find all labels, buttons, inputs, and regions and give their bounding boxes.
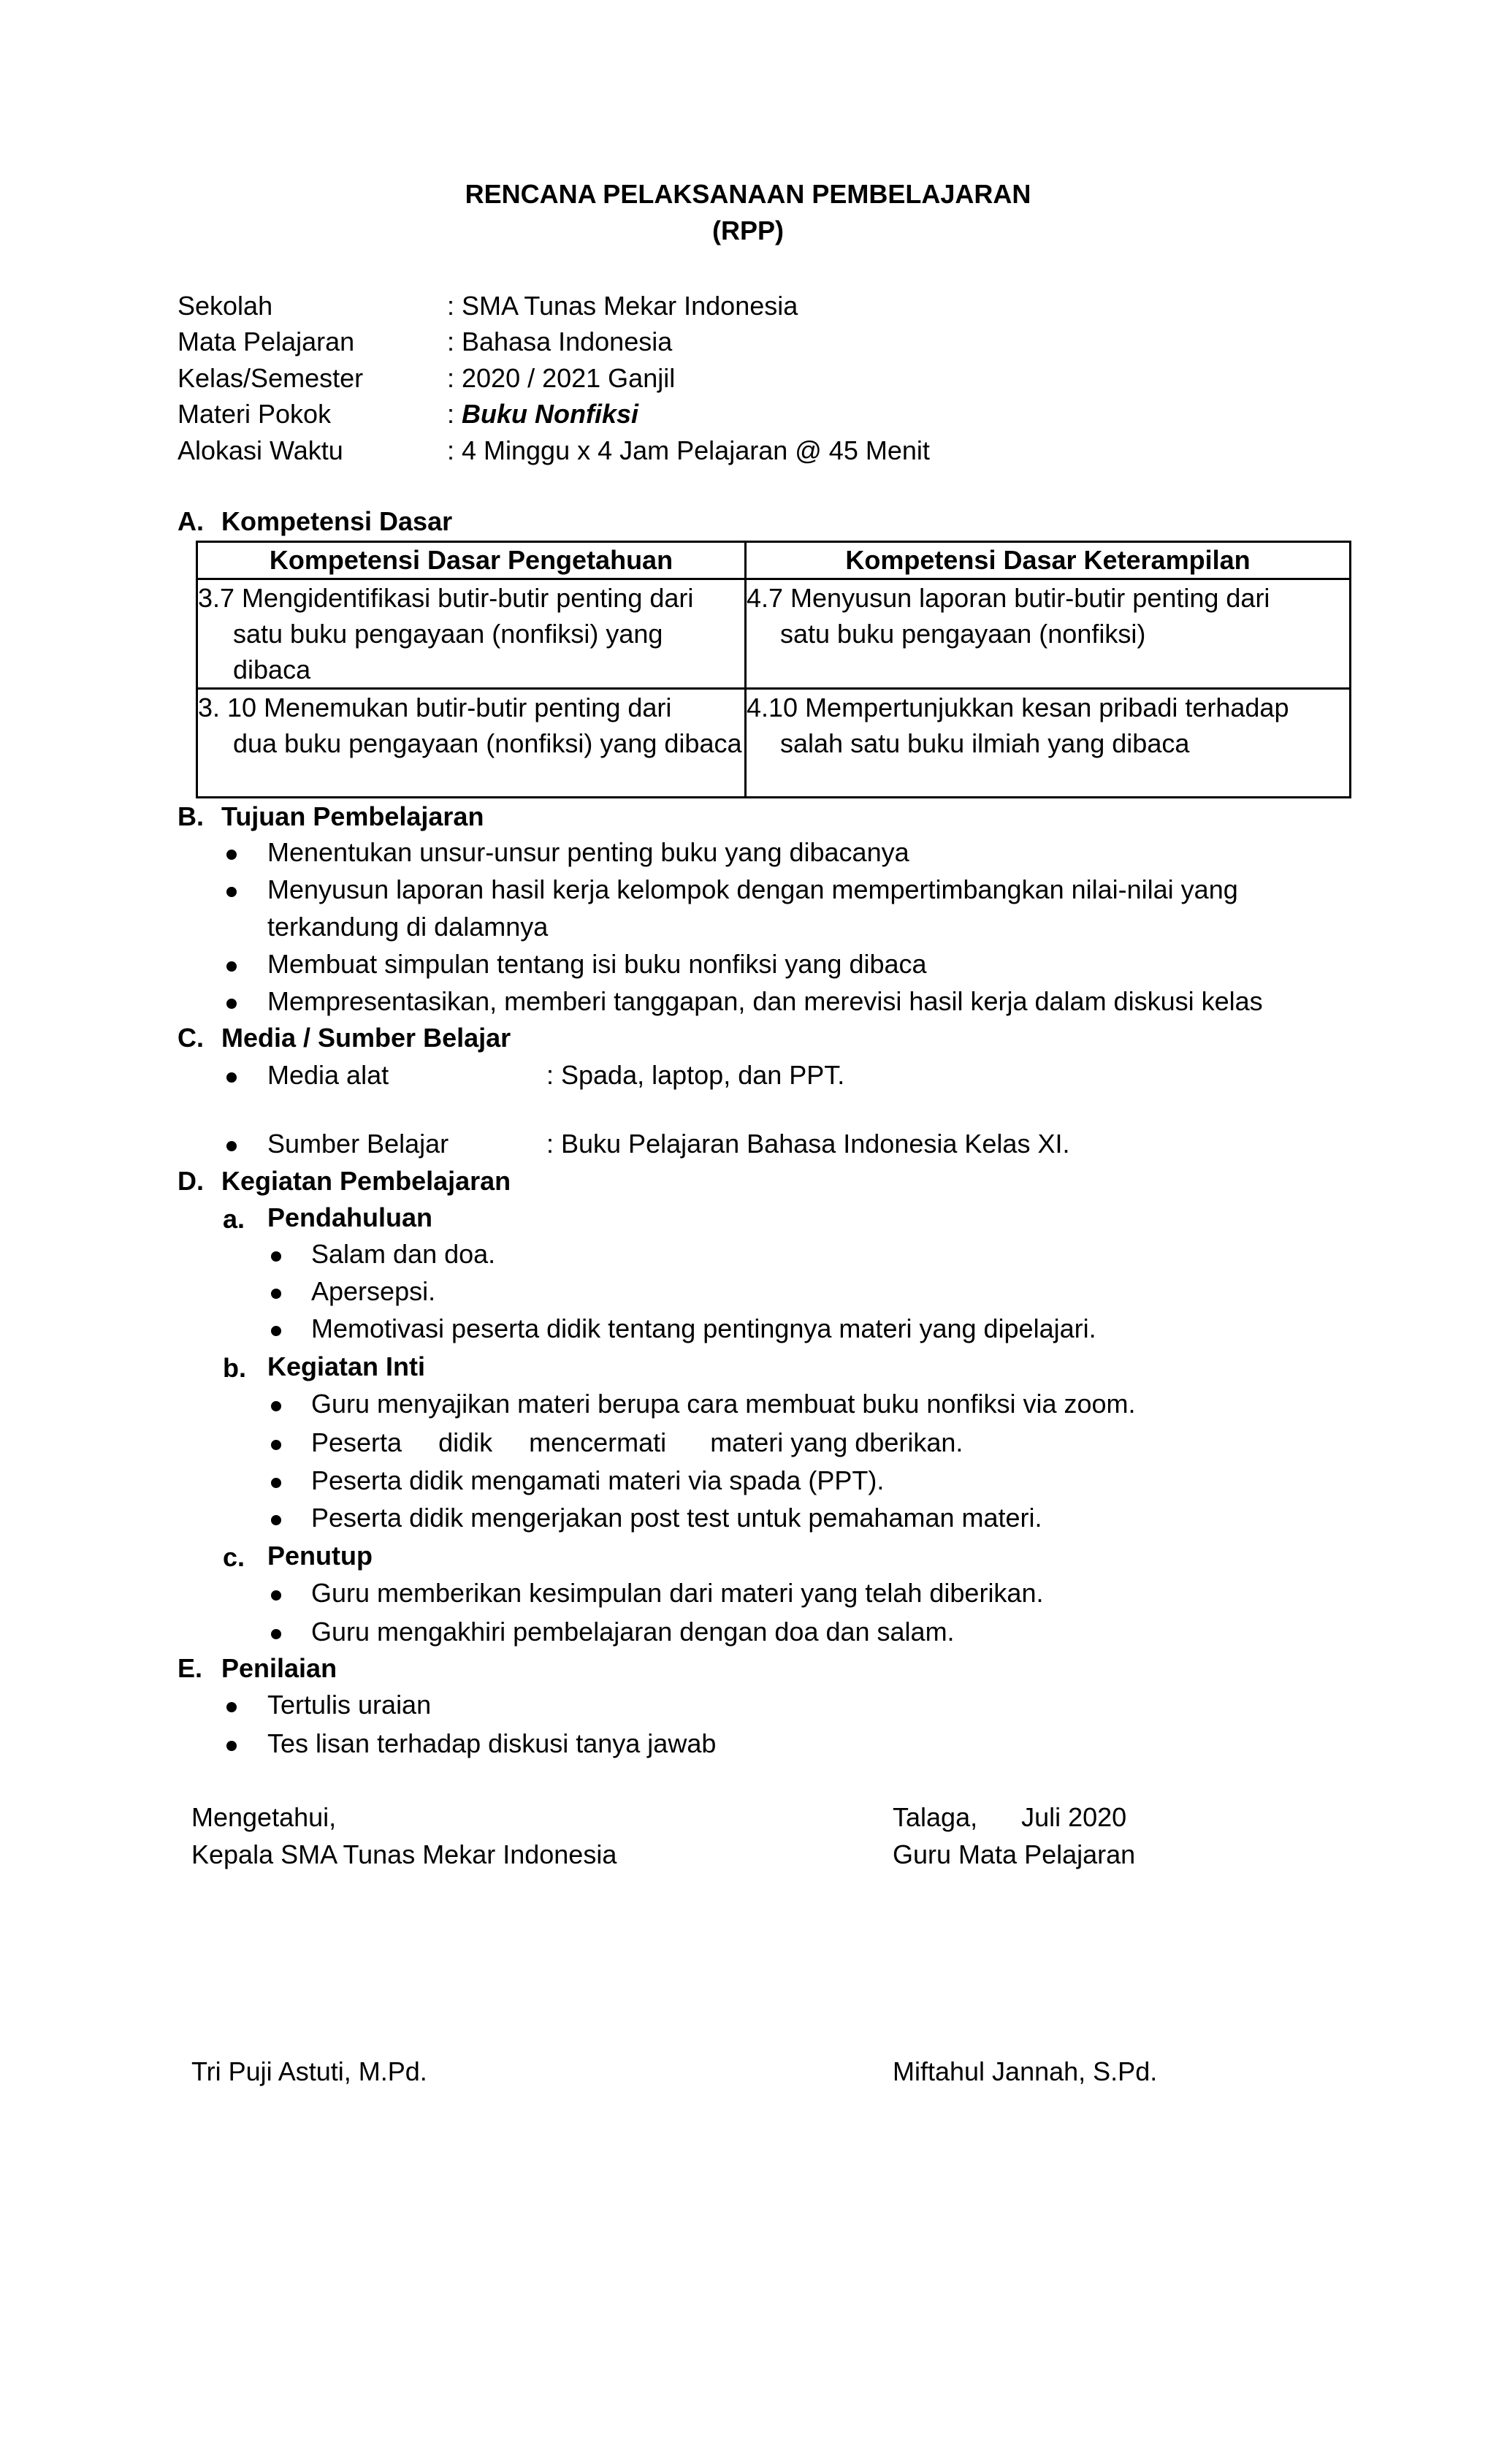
- table-cell-pengetahuan: [197, 689, 746, 798]
- bullet-icon: [226, 887, 237, 897]
- list-item: Menyusun laporan hasil kerja kelompok dengan mempertimbangkan nilai-nilai yang: [267, 874, 1238, 904]
- section-a-letter: A.: [178, 506, 204, 536]
- signature-left-line1: Mengetahui,: [191, 1802, 337, 1832]
- list-item: Guru memberikan kesimpulan dari materi yang telah diberikan.: [311, 1578, 1044, 1608]
- table-header-pengetahuan: Kompetensi Dasar Pengetahuan: [197, 542, 746, 579]
- section-d-heading: [178, 1166, 511, 1197]
- subsection-a-title: Pendahuluan: [267, 1202, 433, 1232]
- bullet-icon: [226, 1702, 237, 1712]
- bullet-icon: [226, 961, 237, 972]
- identity-value-alokasi: : 4 Minggu x 4 Jam Pelajaran @ 45 Menit: [447, 435, 930, 465]
- table-row: [197, 579, 1351, 689]
- media-label-sumber: Sumber Belajar: [267, 1129, 449, 1159]
- table-header-row: [197, 542, 1351, 579]
- subsection-b-title: Kegiatan Inti: [267, 1351, 426, 1381]
- section-d-letter: D.: [178, 1166, 204, 1196]
- section-d-title: Kegiatan Pembelajaran: [221, 1166, 511, 1196]
- list-item: Guru menyajikan materi berupa cara membuat buku nonfiksi via zoom.: [311, 1389, 1136, 1419]
- bullet-icon: [271, 1289, 281, 1299]
- subsection-a-letter: a.: [223, 1204, 245, 1234]
- bullet-icon: [226, 1072, 237, 1083]
- table-header-keterampilan: Kompetensi Dasar Keterampilan: [746, 542, 1351, 579]
- cell-line: satu buku pengayaan (nonfiksi) yang dibaca: [233, 619, 663, 684]
- cell-line: 3.7 Mengidentifikasi butir-butir penting dari: [198, 583, 694, 613]
- cell-line: satu buku pengayaan (nonfiksi): [780, 619, 1146, 649]
- subsection-c-letter: c.: [223, 1542, 245, 1572]
- identity-value-kelas: : 2020 / 2021 Ganjil: [447, 363, 676, 393]
- document-subtitle: (RPP): [712, 215, 784, 245]
- bullet-icon: [226, 1141, 237, 1151]
- subsection-b-letter: b.: [223, 1353, 246, 1383]
- table-cell-keterampilan: [746, 579, 1351, 689]
- table-cell-keterampilan: [746, 689, 1351, 798]
- bullet-icon: [226, 999, 237, 1009]
- cell-line: 4.7 Menyusun laporan butir-butir penting dari: [747, 583, 1270, 613]
- list-item: Tertulis uraian: [267, 1690, 432, 1720]
- signature-right-line2: Guru Mata Pelajaran: [893, 1839, 1136, 1869]
- signature-left-line2: Kepala SMA Tunas Mekar Indonesia: [191, 1839, 617, 1869]
- subsection-c-title: Penutup: [267, 1541, 373, 1571]
- section-e-title: Penilaian: [221, 1653, 337, 1683]
- section-a-title: Kompetensi Dasar: [221, 506, 453, 536]
- cell-line: 4.10 Mempertunjukkan kesan pribadi terhadap: [747, 693, 1289, 722]
- list-item: Membuat simpulan tentang isi buku nonfiksi yang dibaca: [267, 949, 927, 979]
- identity-value-mapel: : Bahasa Indonesia: [447, 327, 673, 356]
- identity-value-materi-prefix: :: [447, 399, 462, 429]
- cell-line: 3. 10 Menemukan butir-butir penting dari: [198, 693, 672, 722]
- bullet-icon: [271, 1629, 281, 1639]
- bullet-icon: [271, 1590, 281, 1601]
- section-b-heading: [178, 801, 484, 832]
- list-item: Memotivasi peserta didik tentang pentingnya materi yang dipelajari.: [311, 1313, 1096, 1343]
- identity-value-sekolah: : SMA Tunas Mekar Indonesia: [447, 291, 798, 321]
- identity-label-kelas: Kelas/Semester: [178, 363, 364, 393]
- list-item: Guru mengakhiri pembelajaran dengan doa dan salam.: [311, 1617, 955, 1647]
- bullet-icon: [271, 1251, 281, 1262]
- media-value-alat: : Spada, laptop, dan PPT.: [546, 1060, 845, 1090]
- section-e-letter: E.: [178, 1653, 203, 1683]
- bullet-icon: [226, 1741, 237, 1751]
- table-row: [197, 689, 1351, 798]
- list-item: Tes lisan terhadap diskusi tanya jawab: [267, 1728, 717, 1758]
- table-cell-pengetahuan: [197, 579, 746, 689]
- list-item: Menentukan unsur-unsur penting buku yang dibacanya: [267, 837, 909, 867]
- section-c-title: Media / Sumber Belajar: [221, 1023, 511, 1053]
- bullet-icon: [271, 1440, 281, 1450]
- section-b-letter: B.: [178, 801, 204, 831]
- identity-value-materi-text: Buku Nonfiksi: [462, 399, 639, 429]
- signature-left-name: Tri Puji Astuti, M.Pd.: [191, 2056, 427, 2086]
- media-label-alat: Media alat: [267, 1060, 389, 1090]
- kompetensi-dasar-table: [196, 541, 1351, 798]
- bullet-icon: [271, 1401, 281, 1411]
- list-item: Peserta didik mencermati materi yang dberikan.: [311, 1427, 963, 1457]
- bullet-icon: [226, 850, 237, 860]
- signature-right-name: Miftahul Jannah, S.Pd.: [893, 2056, 1158, 2086]
- identity-label-mapel: Mata Pelajaran: [178, 327, 355, 356]
- cell-line: dua buku pengayaan (nonfiksi) yang dibaca: [233, 728, 742, 758]
- identity-label-materi: Materi Pokok: [178, 399, 332, 429]
- section-b-title: Tujuan Pembelajaran: [221, 801, 484, 831]
- identity-label-alokasi: Alokasi Waktu: [178, 435, 343, 465]
- identity-label-sekolah: Sekolah: [178, 291, 273, 321]
- section-e-heading: [178, 1653, 337, 1684]
- media-value-sumber: : Buku Pelajaran Bahasa Indonesia Kelas XI.: [546, 1129, 1070, 1159]
- section-c-heading: [178, 1023, 511, 1053]
- section-c-letter: C.: [178, 1023, 204, 1053]
- identity-value-materi: [447, 399, 638, 430]
- list-item: Salam dan doa.: [311, 1239, 496, 1269]
- section-a-heading: [178, 506, 452, 537]
- list-item: Peserta didik mengerjakan post test untuk pemahaman materi.: [311, 1503, 1042, 1533]
- list-item: Mempresentasikan, memberi tanggapan, dan merevisi hasil kerja dalam diskusi kelas: [267, 986, 1263, 1016]
- list-item: Peserta didik mengamati materi via spada (PPT).: [311, 1465, 885, 1495]
- bullet-icon: [271, 1515, 281, 1525]
- bullet-icon: [271, 1326, 281, 1336]
- list-item: Apersepsi.: [311, 1276, 436, 1306]
- cell-line: salah satu buku ilmiah yang dibaca: [780, 728, 1190, 758]
- document-title: RENCANA PELAKSANAAN PEMBELAJARAN: [465, 179, 1031, 209]
- list-item-continuation: terkandung di dalamnya: [267, 912, 549, 942]
- bullet-icon: [271, 1478, 281, 1488]
- signature-right-line1: Talaga, Juli 2020: [893, 1802, 1127, 1832]
